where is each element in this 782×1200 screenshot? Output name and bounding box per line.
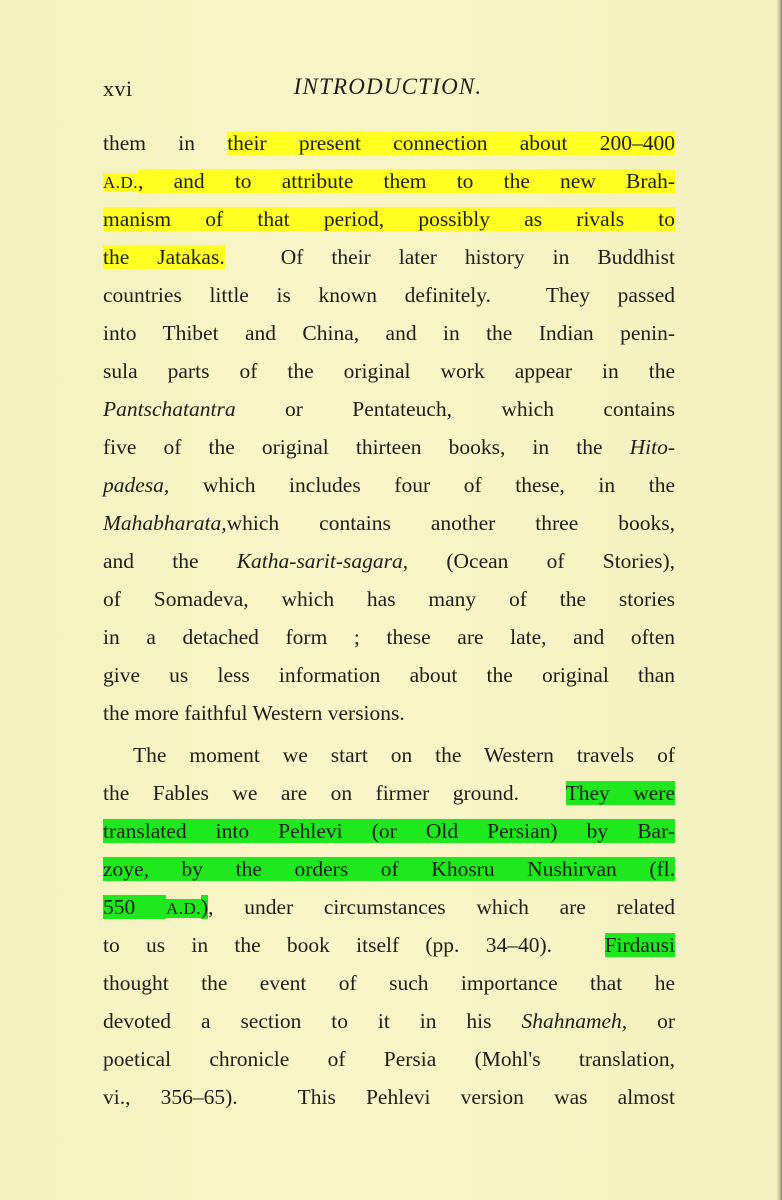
highlighted-text: zoye, by the orders of Khosru Nushirvan (fl.	[103, 857, 675, 881]
text-span: in a detached form ; these are late, and often	[103, 625, 675, 649]
text-span: countries little is known definitely. They passed	[103, 283, 675, 307]
highlighted-text: A.D.	[103, 173, 139, 192]
text-span: devoted a section to it in his	[103, 1009, 522, 1033]
text-span: padesa,	[103, 473, 170, 497]
text-line	[103, 736, 675, 774]
text-line	[103, 162, 675, 200]
text-line	[103, 542, 675, 580]
highlighted-text: translated into Pehlevi (or Old Persian) by Bar-	[103, 819, 675, 843]
highlighted-text: , and to attribute them to the new Brah-	[138, 169, 675, 193]
text-line	[103, 774, 675, 812]
highlighted-text: A.D.	[165, 899, 201, 918]
text-span: Pantschatantra	[103, 397, 236, 421]
highlighted-text: Firdausi	[604, 933, 675, 957]
highlighted-text: 550	[103, 895, 166, 919]
text-span: (Ocean of Stories),	[408, 549, 675, 573]
page-header	[103, 68, 673, 108]
text-line	[103, 1002, 675, 1040]
text-line	[103, 314, 675, 352]
text-span: The moment we start on the Western travels of	[133, 743, 675, 767]
text-line	[103, 656, 675, 694]
page-number: xvi	[103, 76, 133, 101]
text-span: sula parts of the original work appear in the	[103, 359, 675, 383]
text-span: the more faithful Western versions.	[103, 701, 405, 725]
body-text	[103, 124, 675, 1116]
text-span: vi., 356–65). This Pehlevi version was almost	[103, 1085, 675, 1109]
text-line	[103, 618, 675, 656]
text-span: give us less information about the original than	[103, 663, 675, 687]
text-line	[103, 580, 675, 618]
text-line	[103, 926, 675, 964]
text-span: Hito-	[629, 435, 675, 459]
text-span: to us in the book itself (pp. 34–40).	[103, 933, 605, 957]
text-span: , under circumstances which are related	[208, 895, 675, 919]
text-line	[103, 200, 675, 238]
text-line	[103, 812, 675, 850]
text-span: five of the original thirteen books, in the	[103, 435, 630, 459]
text-span: or Pentateuch, which contains	[235, 397, 675, 421]
highlighted-text: their present connection about 200–400	[227, 131, 675, 155]
text-line	[103, 888, 675, 926]
page-edge-shadow	[776, 0, 782, 1200]
text-span: or	[627, 1009, 675, 1033]
text-line	[103, 504, 675, 542]
text-span: of Somadeva, which has many of the stories	[103, 587, 675, 611]
text-span: Of their later history in Buddhist	[224, 245, 675, 269]
text-line	[103, 238, 675, 276]
text-span: poetical chronicle of Persia (Mohl's translation,	[103, 1047, 675, 1071]
text-span: Shahnameh,	[521, 1009, 628, 1033]
text-line	[103, 964, 675, 1002]
text-line	[103, 466, 675, 504]
text-span: them in	[103, 131, 228, 155]
text-line	[103, 124, 675, 162]
text-span: thought the event of such importance that he	[103, 971, 675, 995]
text-span: which includes four of these, in the	[169, 473, 675, 497]
text-line	[103, 1040, 675, 1078]
highlighted-text: manism of that period, possibly as rivals to	[103, 207, 675, 231]
text-line	[103, 390, 675, 428]
text-line	[103, 850, 675, 888]
text-span: Mahabharata,	[103, 511, 227, 535]
text-line	[103, 694, 675, 732]
text-line	[103, 1078, 675, 1116]
text-span: the Fables we are on firmer ground.	[103, 781, 566, 805]
text-line	[103, 428, 675, 466]
text-span: into Thibet and China, and in the Indian penin-	[103, 321, 675, 345]
text-line	[103, 352, 675, 390]
highlighted-text: )	[201, 895, 209, 919]
text-span: and the	[103, 549, 237, 573]
highlighted-text: They were	[565, 781, 675, 805]
running-title: INTRODUCTION.	[293, 74, 483, 99]
text-span: which contains another three books,	[226, 511, 675, 535]
text-span: Katha-sarit-sagara,	[236, 549, 409, 573]
text-line	[103, 276, 675, 314]
highlighted-text: the Jatakas.	[103, 245, 225, 269]
